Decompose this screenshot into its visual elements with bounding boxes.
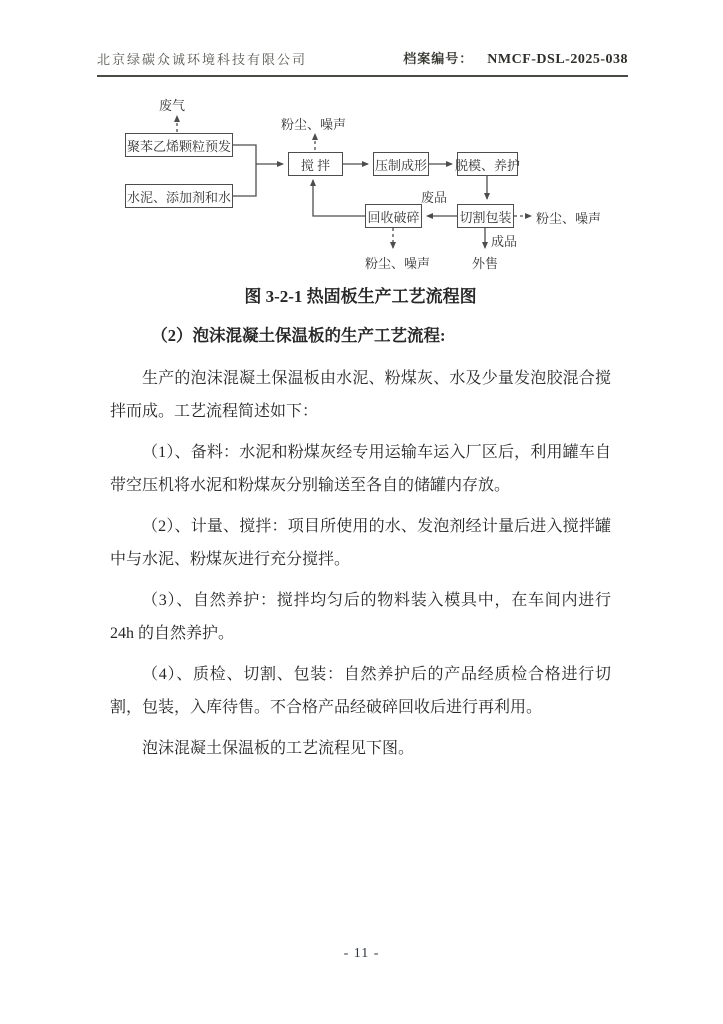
flowchart-box-cement-additives-water: 水泥、添加剂和水 [125, 184, 233, 208]
flowchart-box-mixing: 搅 拌 [288, 152, 343, 176]
flowchart-box-recycle-crushing: 回收破碎 [365, 204, 422, 228]
paragraph: （2）、计量、搅拌：项目所使用的水、发泡剂经计量后进入搅拌罐中与水泥、粉煤灰进行充分搅拌。 [110, 518, 611, 568]
archive-number-value: NMCF-DSL-2025-038 [487, 52, 628, 67]
paragraph: （3）、自然养护：搅拌均匀后的物料装入模具中，在车间内进行 24h 的自然养护。 [110, 592, 611, 642]
flowchart-box-demolding-curing: 脱模、养护 [457, 152, 518, 176]
paragraph: （1）、备料：水泥和粉煤灰经专用运输车运入厂区后，利用罐车自带空压机将水泥和粉煤灰分别输送至各自的储罐内存放。 [110, 444, 611, 494]
paragraph: 生产的泡沫混凝土保温板由水泥、粉煤灰、水及少量发泡胶混合搅拌而成。工艺流程简述如下： [110, 370, 611, 420]
paragraph: （4）、质检、切割、包装：自然养护后的产品经质检合格进行切割，包装，入库待售。不合格产品经破碎回收后进行再利用。 [110, 666, 611, 716]
archive-number-group [403, 48, 628, 68]
flowchart-box-press-forming: 压制成形 [373, 152, 429, 176]
flowchart-annotation-dust-noise-recycle: 粉尘、噪声 [365, 256, 431, 271]
figure-caption: 图 3-2-1 热固板生产工艺流程图 [244, 287, 477, 306]
page-header [97, 48, 628, 77]
flowchart-box-polystyrene-pre-expansion: 聚苯乙烯颗粒预发 [125, 133, 233, 157]
flowchart-box-cutting-packaging: 切割包装 [457, 204, 514, 228]
page-number: - 11 - [343, 946, 380, 961]
archive-number-label: 档案编号： [403, 51, 474, 66]
company-name: 北京绿碳众诚环境科技有限公司 [97, 52, 308, 67]
paragraph: 泡沫混凝土保温板的工艺流程见下图。 [142, 740, 415, 757]
flowchart-annotation-external-sale: 外售 [472, 256, 499, 271]
process-flowchart [95, 88, 635, 284]
flowchart-annotation-dust-noise-cutting: 粉尘、噪声 [536, 211, 602, 226]
section-heading: （2）泡沫混凝土保温板的生产工艺流程: [151, 326, 446, 345]
flowchart-annotation-dust-noise-mixing: 粉尘、噪声 [281, 117, 347, 132]
flowchart-annotation-waste-gas: 废气 [159, 98, 186, 113]
document-body [110, 286, 611, 773]
flowchart-annotation-finished-product: 成品 [491, 234, 518, 249]
flowchart-annotation-scrap: 废品 [421, 190, 448, 205]
